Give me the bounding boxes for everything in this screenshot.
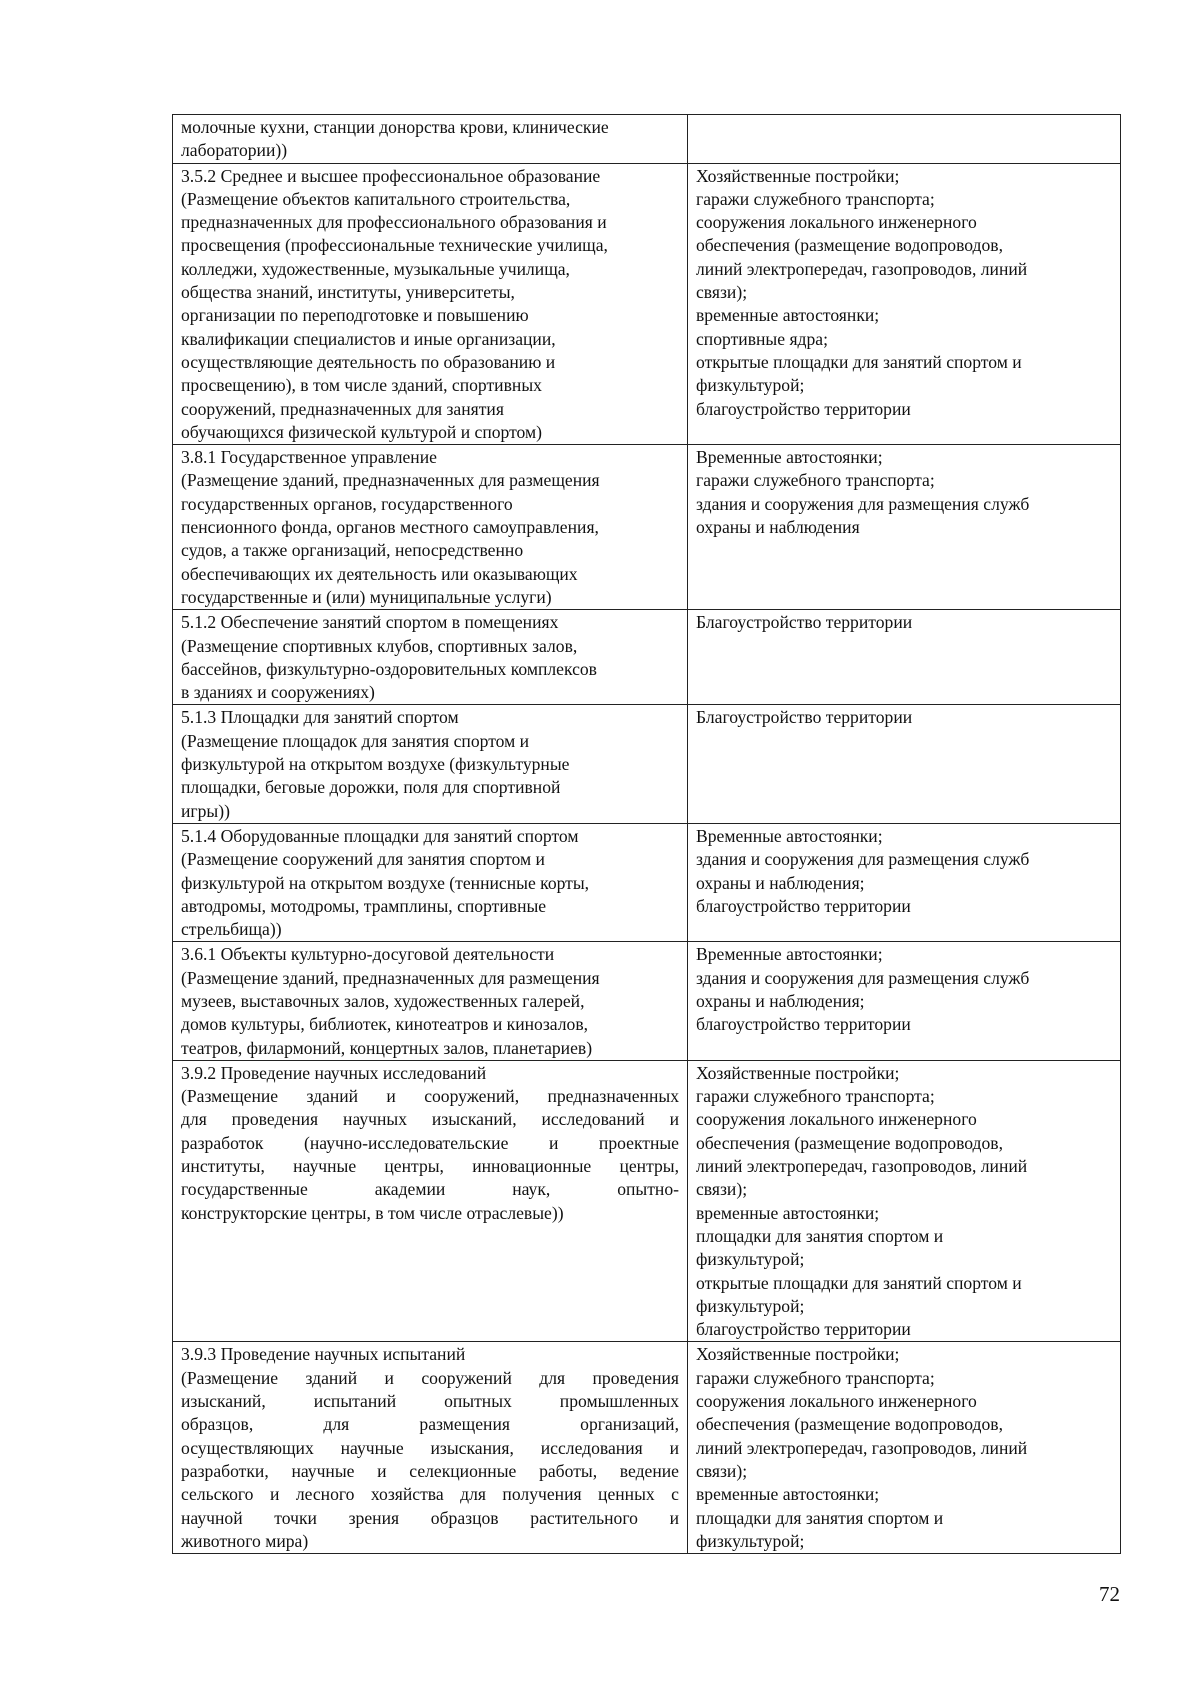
table-row <box>173 942 1121 1060</box>
main-use-text <box>181 825 679 941</box>
main-use-text <box>181 1343 679 1553</box>
cell-line: площадки для занятия спортом и <box>696 1225 944 1246</box>
main-use-text <box>181 611 679 704</box>
table-row <box>173 445 1121 610</box>
cell-line: Хозяйственные постройки; <box>696 165 900 186</box>
cell-line: государственные академии наук, опытно- <box>181 1179 679 1200</box>
cell-line: физкультурой; <box>696 1530 805 1551</box>
land-use-table <box>172 114 1121 1554</box>
cell-line: организации по переподготовке и повышению <box>181 305 529 326</box>
cell-line: (Размещение зданий и сооружений, предназначенных <box>181 1086 679 1107</box>
cell-line: Благоустройство территории <box>696 707 913 728</box>
auxiliary-use-text <box>696 165 1112 421</box>
cell-line: благоустройство территории <box>696 895 911 916</box>
cell-line: в зданиях и сооружениях) <box>181 682 375 703</box>
cell-line: домов культуры, библиотек, кинотеатров и кинозалов, <box>181 1014 589 1035</box>
cell-line: (Размещение объектов капитального строительства, <box>181 188 571 209</box>
cell-line: сооружения локального инженерного <box>696 1109 977 1130</box>
auxiliary-use-text <box>696 1343 1112 1553</box>
cell-line: пенсионного фонда, органов местного самоуправления, <box>181 517 599 538</box>
cell-line: благоустройство территории <box>696 398 911 419</box>
cell-line: обеспечения (размещение водопроводов, <box>696 1414 1004 1435</box>
cell-line: гаражи служебного транспорта; <box>696 188 935 209</box>
cell-line: 3.9.3 Проведение научных испытаний <box>181 1344 466 1365</box>
cell-line: музеев, выставочных залов, художественных галерей, <box>181 990 585 1011</box>
cell-line: предназначенных для профессионального образования и <box>181 212 607 233</box>
cell-line: физкультурой на открытом воздухе (теннисные корты, <box>181 872 590 893</box>
cell-line: молочные кухни, станции донорства крови, клинические <box>181 117 609 137</box>
main-use-cell <box>173 1342 688 1554</box>
cell-line: Благоустройство территории <box>696 612 913 633</box>
cell-line: площадки для занятия спортом и <box>696 1507 944 1528</box>
auxiliary-use-cell <box>688 163 1121 445</box>
cell-line: 3.5.2 Среднее и высшее профессиональное образование <box>181 165 601 186</box>
cell-line: связи); <box>696 1460 748 1481</box>
main-use-text <box>181 1062 679 1225</box>
cell-line: осуществляющих научные изыскания, исследования и <box>181 1437 679 1458</box>
main-use-text <box>181 116 679 163</box>
cell-line: 3.8.1 Государственное управление <box>181 447 437 468</box>
cell-line: Временные автостоянки; <box>696 825 883 846</box>
cell-line: животного мира) <box>181 1530 309 1551</box>
cell-line: Хозяйственные постройки; <box>696 1344 900 1365</box>
cell-line: разработок (научно-исследовательские и проектные <box>181 1132 679 1153</box>
cell-line: просвещения (профессиональные технические училища, <box>181 235 608 256</box>
cell-line: площадки, беговые дорожки, поля для спортивной <box>181 777 561 798</box>
main-use-text <box>181 706 679 822</box>
cell-line: образцов, для размещения организаций, <box>181 1414 679 1435</box>
main-use-cell <box>173 610 688 705</box>
cell-line: гаражи служебного транспорта; <box>696 470 935 491</box>
cell-line: Временные автостоянки; <box>696 944 883 965</box>
auxiliary-use-cell <box>688 610 1121 705</box>
main-use-cell <box>173 163 688 445</box>
cell-line: линий электропередач, газопроводов, линий <box>696 258 1028 279</box>
cell-line: театров, филармоний, концертных залов, планетариев) <box>181 1037 593 1058</box>
cell-line: физкультурой; <box>696 375 805 396</box>
cell-line: 3.9.2 Проведение научных исследований <box>181 1062 487 1083</box>
cell-line: временные автостоянки; <box>696 1484 880 1505</box>
cell-line: бассейнов, физкультурно-оздоровительных комплексов <box>181 658 597 679</box>
cell-line: общества знаний, институты, университеты, <box>181 282 515 303</box>
cell-line: благоустройство территории <box>696 1319 911 1340</box>
table-row <box>173 163 1121 445</box>
cell-line: институты, научные центры, инновационные центры, <box>181 1156 679 1177</box>
cell-line: лаборатории)) <box>181 140 288 161</box>
cell-line: изысканий, испытаний опытных промышленных <box>181 1391 679 1412</box>
main-use-cell <box>173 1060 688 1342</box>
cell-line: просвещению), в том числе зданий, спортивных <box>181 375 542 396</box>
cell-line: связи); <box>696 1179 748 1200</box>
cell-line: 5.1.4 Оборудованные площадки для занятий спортом <box>181 825 579 846</box>
auxiliary-use-cell <box>688 823 1121 941</box>
cell-line: физкультурой на открытом воздухе (физкультурные <box>181 754 570 775</box>
cell-line: временные автостоянки; <box>696 1202 880 1223</box>
cell-line: здания и сооружения для размещения служб <box>696 493 1030 514</box>
cell-line: гаражи служебного транспорта; <box>696 1367 935 1388</box>
cell-line: стрельбища)) <box>181 919 282 940</box>
cell-line: разработки, научные и селекционные работы, ведение <box>181 1460 679 1481</box>
main-use-text <box>181 446 679 609</box>
main-use-text <box>181 165 679 445</box>
cell-line: Временные автостоянки; <box>696 447 883 468</box>
cell-line: Хозяйственные постройки; <box>696 1062 900 1083</box>
cell-line: автодромы, мотодромы, трамплины, спортивные <box>181 895 547 916</box>
auxiliary-use-cell <box>688 115 1121 164</box>
cell-line: благоустройство территории <box>696 1014 911 1035</box>
cell-line: охраны и наблюдения <box>696 517 860 538</box>
table-body <box>173 115 1121 1554</box>
cell-line: сооружений, предназначенных для занятия <box>181 398 504 419</box>
cell-line: (Размещение площадок для занятия спортом и <box>181 730 530 751</box>
main-use-cell <box>173 942 688 1060</box>
cell-line: линий электропередач, газопроводов, линий <box>696 1437 1028 1458</box>
cell-line: 3.6.1 Объекты культурно-досуговой деятельности <box>181 944 555 965</box>
main-use-text <box>181 943 679 1059</box>
cell-line: колледжи, художественные, музыкальные училища, <box>181 258 570 279</box>
cell-line: научной точки зрения образцов растительного и <box>181 1507 679 1528</box>
cell-line: (Размещение сооружений для занятия спортом и <box>181 849 545 870</box>
auxiliary-use-text <box>696 943 1112 1036</box>
main-use-cell <box>173 823 688 941</box>
cell-line: обеспечения (размещение водопроводов, <box>696 1132 1004 1153</box>
cell-line: охраны и наблюдения; <box>696 990 865 1011</box>
table-row <box>173 705 1121 823</box>
auxiliary-use-text <box>696 446 1112 539</box>
cell-line: охраны и наблюдения; <box>696 872 865 893</box>
cell-line: временные автостоянки; <box>696 305 880 326</box>
cell-line: спортивные ядра; <box>696 328 828 349</box>
cell-line: физкультурой; <box>696 1295 805 1316</box>
page-number: 72 <box>1099 1582 1120 1606</box>
cell-line: (Размещение зданий, предназначенных для размещения <box>181 967 600 988</box>
cell-line: (Размещение спортивных клубов, спортивных залов, <box>181 635 578 656</box>
cell-line: открытые площадки для занятий спортом и <box>696 351 1022 372</box>
cell-line: линий электропередач, газопроводов, линий <box>696 1156 1028 1177</box>
auxiliary-use-text <box>696 825 1112 918</box>
cell-line: (Размещение зданий и сооружений для проведения <box>181 1367 679 1388</box>
table-row <box>173 610 1121 705</box>
cell-line: 5.1.3 Площадки для занятий спортом <box>181 707 459 728</box>
cell-line: судов, а также организаций, непосредственно <box>181 540 524 561</box>
cell-line: гаражи служебного транспорта; <box>696 1086 935 1107</box>
auxiliary-use-text <box>696 1062 1112 1342</box>
table-row <box>173 1342 1121 1554</box>
cell-line: здания и сооружения для размещения служб <box>696 849 1030 870</box>
main-use-cell <box>173 445 688 610</box>
cell-line: обучающихся физической культурой и спортом) <box>181 421 543 442</box>
cell-line: обеспечивающих их деятельность или оказывающих <box>181 563 578 584</box>
cell-line: здания и сооружения для размещения служб <box>696 967 1030 988</box>
cell-line: сельского и лесного хозяйства для получения ценных с <box>181 1484 679 1505</box>
cell-line: осуществляющие деятельность по образованию и <box>181 351 556 372</box>
table-row <box>173 115 1121 164</box>
cell-line: для проведения научных изысканий, исследований и <box>181 1109 679 1130</box>
auxiliary-use-cell <box>688 445 1121 610</box>
cell-line: (Размещение зданий, предназначенных для размещения <box>181 470 600 491</box>
cell-line: сооружения локального инженерного <box>696 1391 977 1412</box>
cell-line: связи); <box>696 282 748 303</box>
cell-line: обеспечения (размещение водопроводов, <box>696 235 1004 256</box>
cell-line: государственных органов, государственного <box>181 493 513 514</box>
auxiliary-use-cell <box>688 1060 1121 1342</box>
table-row <box>173 823 1121 941</box>
main-use-cell <box>173 115 688 164</box>
cell-line: игры)) <box>181 800 230 821</box>
cell-line: государственные и (или) муниципальные услуги) <box>181 586 552 607</box>
auxiliary-use-text <box>696 611 1112 634</box>
auxiliary-use-cell <box>688 1342 1121 1554</box>
auxiliary-use-text <box>696 706 1112 729</box>
cell-line: квалификации специалистов и иные организации, <box>181 328 556 349</box>
main-use-cell <box>173 705 688 823</box>
cell-line: сооружения локального инженерного <box>696 212 977 233</box>
auxiliary-use-cell <box>688 942 1121 1060</box>
table-row <box>173 1060 1121 1342</box>
auxiliary-use-cell <box>688 705 1121 823</box>
cell-line: физкультурой; <box>696 1249 805 1270</box>
cell-line: открытые площадки для занятий спортом и <box>696 1272 1022 1293</box>
cell-line: конструкторские центры, в том числе отраслевые)) <box>181 1202 564 1223</box>
cell-line: 5.1.2 Обеспечение занятий спортом в помещениях <box>181 612 559 633</box>
